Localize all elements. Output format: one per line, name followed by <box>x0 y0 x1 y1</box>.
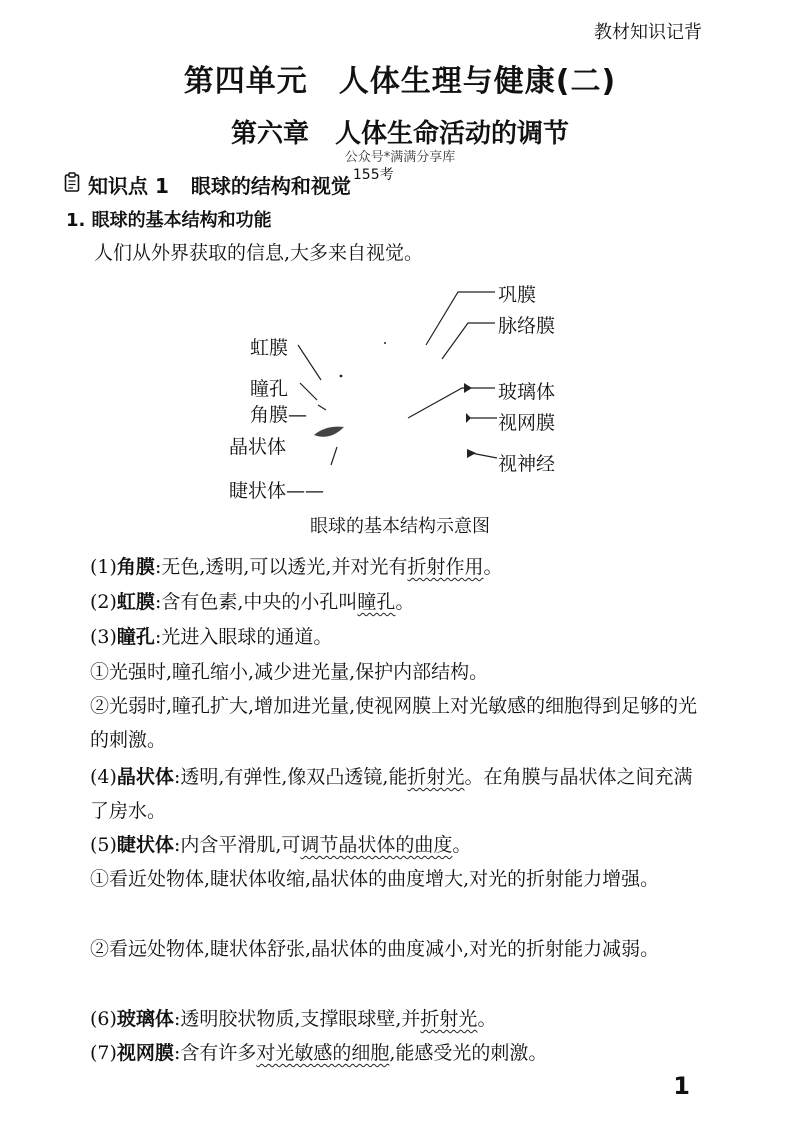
key-phrase: 折射作用 <box>407 556 484 578</box>
item-number: (7) <box>90 1042 117 1064</box>
label-pupil: 瞳孔 <box>250 378 289 400</box>
item-number: (3) <box>90 626 117 648</box>
term: 虹膜 <box>116 591 155 613</box>
section-number: 1. <box>66 210 86 231</box>
body-text: :含有色素,中央的小孔叫 <box>154 591 358 613</box>
key-phrase: 对光敏感的细胞 <box>256 1042 390 1064</box>
item-number: (1) <box>90 556 117 578</box>
section-heading <box>66 206 272 232</box>
label-retina: 视网膜 <box>498 412 556 434</box>
paragraph-retina <box>90 1036 547 1070</box>
term: 视网膜 <box>116 1042 174 1064</box>
corner-label: 教材知识记背 <box>594 22 702 43</box>
paragraph-ciliary-far: ②看远处物体,睫状体舒张,晶状体的曲度减小,对光的折射能力减弱。 <box>90 938 660 960</box>
paragraph-lens <box>90 760 708 828</box>
body-text: :内含平滑肌,可 <box>173 834 301 856</box>
label-iris: 虹膜 <box>250 337 289 359</box>
body-text: :透明胶状物质,支撑眼球壁,并 <box>173 1008 421 1030</box>
label-ciliary-body: 睫状体—— <box>229 480 325 502</box>
knowledge-point-title: 眼球的结构和视觉 <box>190 174 351 198</box>
unit-title: 第四单元 人体生理与健康(二) <box>183 64 617 99</box>
paragraph-ciliary-body <box>90 828 471 862</box>
body-text: 。 <box>477 1008 497 1030</box>
key-phrase: 折射光 <box>407 766 465 788</box>
label-lens: 晶状体 <box>229 436 287 458</box>
item-number: (2) <box>90 591 117 613</box>
key-phrase: 折射光 <box>420 1008 478 1030</box>
body-text: 。 <box>483 556 503 578</box>
section-title: 眼球的基本结构和功能 <box>91 210 272 231</box>
term: 睫状体 <box>116 834 174 856</box>
body-text: :无色,透明,可以透光,并对光有 <box>154 556 408 578</box>
item-number: (4) <box>90 766 117 788</box>
paragraph-pupil-bright: ①光强时,瞳孔缩小,减少进光量,保护内部结构。 <box>90 661 489 683</box>
body-text: :含有许多 <box>173 1042 257 1064</box>
item-number: (5) <box>90 834 117 856</box>
paragraph-pupil <box>90 620 332 654</box>
term: 瞳孔 <box>116 626 155 648</box>
body-text: 。在角膜与晶状体之间充满了房水。 <box>90 766 693 822</box>
item-number: (6) <box>90 1008 117 1030</box>
key-phrase: 调节晶状体的曲度 <box>300 834 453 856</box>
section-intro: 人们从外界获取的信息,大多来自视觉。 <box>94 242 424 264</box>
body-text: :透明,有弹性,像双凸透镜,能 <box>173 766 408 788</box>
key-phrase: 瞳孔 <box>357 591 396 613</box>
label-cornea: 角膜— <box>250 404 308 426</box>
exam-mark: 155考 <box>352 167 394 183</box>
paragraph-vitreous-body <box>90 1002 496 1036</box>
page-number: 1 <box>673 1072 690 1100</box>
term: 角膜 <box>116 556 155 578</box>
paragraph-iris <box>90 585 414 619</box>
paragraph-cornea <box>90 550 503 584</box>
body-text: 。 <box>452 834 472 856</box>
term: 晶状体 <box>116 766 174 788</box>
body-text: :光进入眼球的通道。 <box>154 626 333 648</box>
label-optic-nerve: 视神经 <box>498 453 556 475</box>
body-text: ,能感受光的刺激。 <box>389 1042 548 1064</box>
term: 玻璃体 <box>116 1008 174 1030</box>
paragraph-ciliary-near: ①看近处物体,睫状体收缩,晶状体的曲度增大,对光的折射能力增强。 <box>90 868 660 890</box>
label-sclera: 巩膜 <box>498 284 537 306</box>
knowledge-point-label: 知识点 1 <box>88 174 169 198</box>
watermark: 公众号*满满分享库 <box>344 150 456 165</box>
paragraph-pupil-dim: ②光弱时,瞳孔扩大,增加进光量,使视网膜上对光敏感的细胞得到足够的光的刺激。 <box>90 695 698 751</box>
label-choroid: 脉络膜 <box>498 315 556 337</box>
label-vitreous-body: 玻璃体 <box>498 381 556 403</box>
diagram-caption: 眼球的基本结构示意图 <box>310 516 490 537</box>
knowledge-point-heading <box>64 167 394 199</box>
body-text: 。 <box>395 591 415 613</box>
clipboard-icon <box>64 172 80 192</box>
chapter-title: 第六章 人体生命活动的调节 <box>230 119 569 149</box>
